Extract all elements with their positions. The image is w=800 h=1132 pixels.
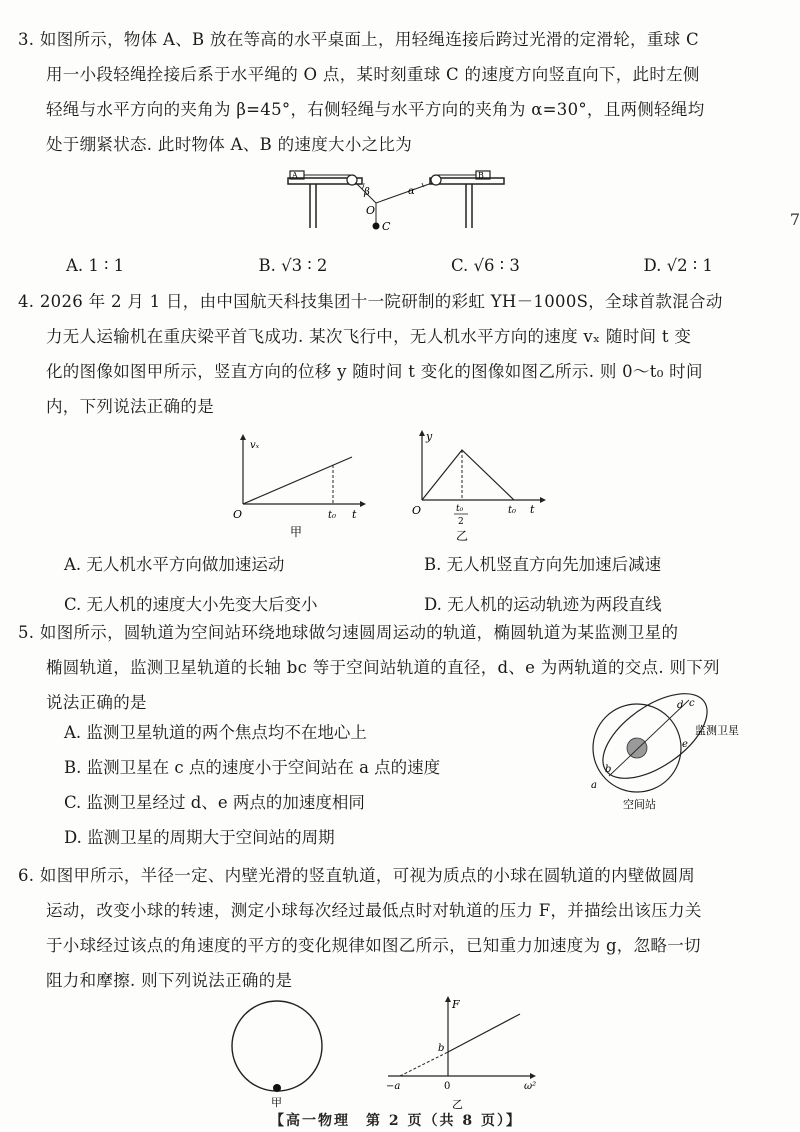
q3-option-a: A. 1 ∶ 1 xyxy=(66,256,125,275)
q4-yi-half-top: t₀ xyxy=(456,504,464,514)
page-footer: 【高一物理 第 2 页（共 8 页）】 xyxy=(270,1113,522,1129)
q4-jia-t0: t₀ xyxy=(328,510,337,521)
q3-label-beta: β xyxy=(364,187,370,198)
q5-line-2: 椭圆轨道，监测卫星轨道的长轴 bc 等于空间站轨道的直径，d、e 为两轨道的交点. 则下列 xyxy=(46,658,720,677)
q3-pulley-figure xyxy=(280,168,520,262)
q4-line-1: 4. 2026 年 2 月 1 日，由中国航天科技集团十一院研制的彩虹 YH－1000S，全球首款混合动 xyxy=(18,292,723,311)
q4-yi-x-label: t xyxy=(530,503,535,516)
q5-label-a: a xyxy=(591,780,597,791)
q5-label-d: d xyxy=(677,700,684,711)
q3-label-b: B xyxy=(478,171,484,180)
question-6 xyxy=(18,858,788,998)
q3-option-c: C. √6 ∶ 3 xyxy=(451,256,520,275)
q4-jia-y-label: vₓ xyxy=(250,440,260,451)
q3-option-d: D. √2 ∶ 1 xyxy=(643,256,713,275)
q6-line-1: 6. 如图甲所示，半径一定、内壁光滑的竖直轨道，可视为质点的小球在圆轨道的内壁做圆周 xyxy=(18,866,696,885)
q6-line-3: 于小球经过该点的角速度的平方的变化规律如图乙所示，已知重力加速度为 g，忽略一切 xyxy=(46,936,701,955)
q5-label-e: e xyxy=(682,739,688,750)
q4-yi-half-bottom: 2 xyxy=(458,517,464,527)
q6-yi-caption: 乙 xyxy=(452,1098,463,1111)
question-4 xyxy=(18,284,788,424)
q5-orbit-figure xyxy=(585,690,765,819)
q4-line-4: 内，下列说法正确的是 xyxy=(46,397,214,416)
q6-circle-figure xyxy=(225,1000,335,1114)
q4-jia-x-label: t xyxy=(352,508,357,521)
q5-label-station: 空间站 xyxy=(623,798,656,811)
q3-line-3: 轻绳与水平方向的夹角为 β=45°，右侧轻绳与水平方向的夹角为 α=30°，且两侧轻绳均 xyxy=(46,100,705,119)
q6-yi-intercept-b: b xyxy=(438,1043,445,1054)
q5-option-a: A. 监测卫星轨道的两个焦点均不在地心上 xyxy=(64,723,367,742)
q4-line-2: 力无人运输机在重庆梁平首飞成功. 某次飞行中，无人机水平方向的速度 vₓ 随时间 t 变 xyxy=(46,327,692,346)
q4-graph-jia xyxy=(228,432,368,546)
q3-label-a: A xyxy=(292,171,298,180)
q5-option-d: D. 监测卫星的周期大于空间站的周期 xyxy=(64,828,335,847)
q6-graph-yi xyxy=(378,994,548,1123)
q4-graph-yi xyxy=(410,428,550,548)
q3-label-o: O xyxy=(366,204,376,217)
q4-yi-y-label: y xyxy=(426,430,433,443)
q5-label-c: c xyxy=(689,698,695,709)
edge-page-number: 7 xyxy=(789,210,800,229)
q4-option-d: D. 无人机的运动轨迹为两段直线 xyxy=(424,595,662,614)
q5-line-1: 5. 如图所示，圆轨道为空间站环绕地球做匀速圆周运动的轨道，椭圆轨道为某监测卫星的 xyxy=(18,623,679,642)
q4-option-a: A. 无人机水平方向做加速运动 xyxy=(64,555,285,574)
q4-options xyxy=(64,545,784,625)
q4-jia-caption: 甲 xyxy=(290,525,303,539)
q6-yi-y-label: F xyxy=(452,998,460,1011)
q4-yi-origin: O xyxy=(412,504,422,517)
q5-line-3: 说法正确的是 xyxy=(46,693,147,712)
q3-line-1: 3. 如图所示，物体 A、B 放在等高的水平桌面上，用轻绳连接后跨过光滑的定滑轮，重球 C xyxy=(18,30,699,49)
q5-option-b: B. 监测卫星在 c 点的速度小于空间站在 a 点的速度 xyxy=(64,758,441,777)
q3-option-b: B. √3 ∶ 2 xyxy=(258,256,328,275)
q6-line-2: 运动，改变小球的转速，测定小球每次经过最低点时对轨道的压力 F，并描绘出该压力关 xyxy=(46,901,702,920)
q3-label-alpha: α xyxy=(408,186,415,197)
q6-jia-caption: 甲 xyxy=(271,1096,282,1109)
q4-option-c: C. 无人机的速度大小先变大后变小 xyxy=(64,595,318,614)
q6-yi-intercept-a: −a xyxy=(386,1081,401,1092)
q6-yi-origin: 0 xyxy=(444,1081,451,1092)
q6-line-4: 阻力和摩擦. 则下列说法正确的是 xyxy=(46,971,293,990)
q4-yi-t0: t₀ xyxy=(508,505,517,516)
q3-label-c: C xyxy=(382,220,391,233)
q3-line-4: 处于绷紧状态. 此时物体 A、B 的速度大小之比为 xyxy=(46,135,413,154)
q4-line-3: 化的图像如图甲所示，竖直方向的位移 y 随时间 t 变化的图像如图乙所示. 则 0～t₀ 时间 xyxy=(46,362,703,381)
q3-options xyxy=(18,256,788,275)
q3-line-2: 用一小段轻绳拴接后系于水平绳的 O 点，某时刻重球 C 的速度方向竖直向下，此时左侧 xyxy=(46,65,700,84)
q5-label-b: b xyxy=(605,764,612,775)
q4-jia-origin: O xyxy=(233,508,243,521)
q5-option-c: C. 监测卫星经过 d、e 两点的加速度相同 xyxy=(64,793,365,812)
question-3 xyxy=(18,22,788,162)
q4-option-b: B. 无人机竖直方向先加速后减速 xyxy=(424,555,662,574)
q4-yi-caption: 乙 xyxy=(456,529,469,543)
q5-label-satellite: 监测卫星 xyxy=(695,724,739,737)
q6-yi-x-label: ω² xyxy=(524,1081,537,1092)
